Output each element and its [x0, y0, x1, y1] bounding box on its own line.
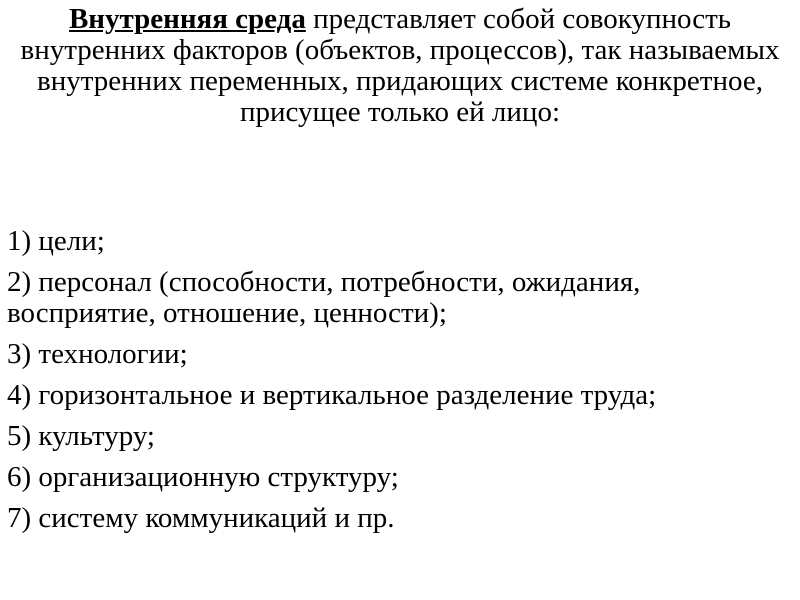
intro-text: представляет собой совокупность внутренних факторов (объектов, процессов), так называемых внутренних переменных, придающих системе конкретное, присущее только ей лицо:: [20, 3, 780, 128]
intro-paragraph: [20, 4, 780, 128]
list-item: 4) горизонтальное и вертикальное разделение труда;: [7, 379, 657, 411]
list-item: 7) систему коммуникаций и пр.: [7, 502, 395, 534]
list-item: 2) персонал (способности, потребности, ожидания, восприятие, отношение, ценности);: [7, 266, 641, 329]
list-item: 1) цели;: [7, 225, 105, 257]
list-item: 3) технологии;: [7, 338, 188, 370]
defined-term: Внутренняя среда: [68, 3, 306, 35]
factors-list: [7, 226, 793, 544]
list-item: 5) культуру;: [7, 420, 155, 452]
list-item: 6) организационную структуру;: [7, 461, 399, 493]
